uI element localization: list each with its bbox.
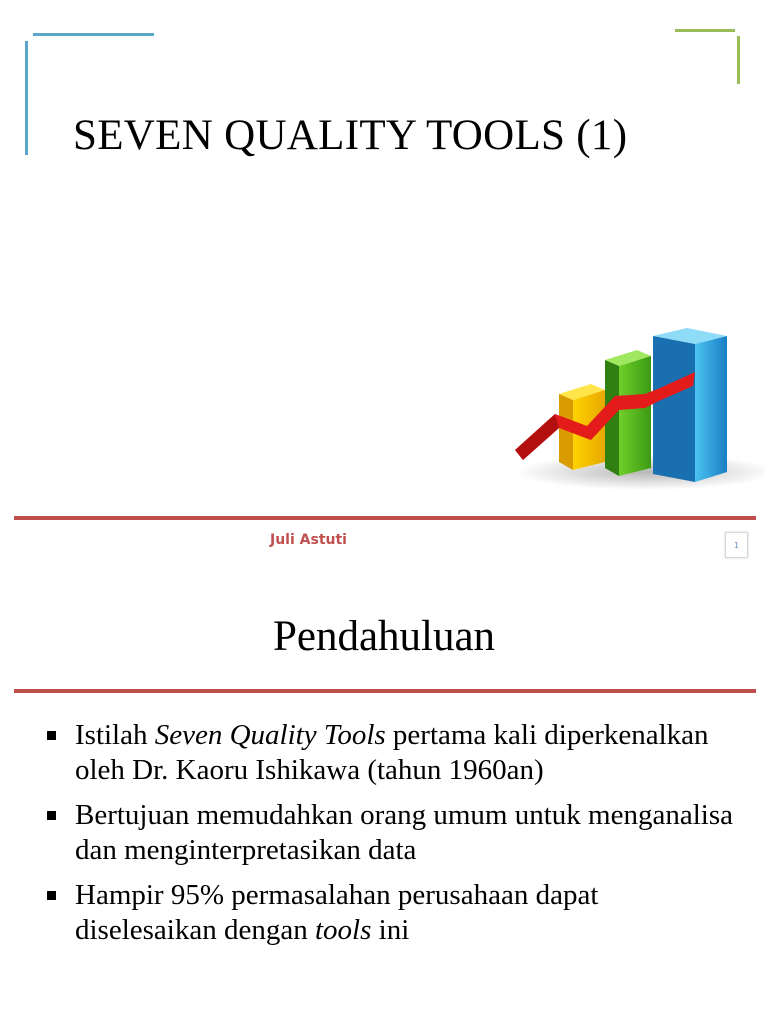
- corner-accent-top-right-vertical: [737, 36, 740, 84]
- square-bullet-icon: [47, 731, 56, 740]
- chart-bar-blue: [653, 328, 727, 482]
- bullet-list: [42, 718, 742, 958]
- corner-accent-top-left: [33, 33, 154, 36]
- corner-accent-top-left-vertical: [25, 41, 28, 155]
- page-number: 1: [725, 532, 748, 558]
- bar-chart-arrow-icon: [495, 322, 765, 502]
- corner-accent-top-right: [675, 29, 735, 32]
- square-bullet-icon: [47, 891, 56, 900]
- slide-title: SEVEN QUALITY TOOLS (1): [73, 112, 628, 159]
- heading-rule: [14, 689, 756, 693]
- content-slide: [0, 560, 768, 1024]
- slide-heading: Pendahuluan: [272, 613, 496, 660]
- footer-rule: [14, 516, 756, 520]
- bullet-item: Istilah Seven Quality Tools pertama kali diperkenalkan oleh Dr. Kaoru Ishikawa (tahun 1960an): [42, 718, 742, 788]
- bullet-item: Hampir 95% permasalahan perusahaan dapat diselesaikan dengan tools ini: [42, 878, 742, 948]
- square-bullet-icon: [47, 811, 56, 820]
- bullet-item: Bertujuan memudahkan orang umum untuk menganalisa dan menginterpretasikan data: [42, 798, 742, 868]
- author-name: Juli Astuti: [270, 532, 347, 548]
